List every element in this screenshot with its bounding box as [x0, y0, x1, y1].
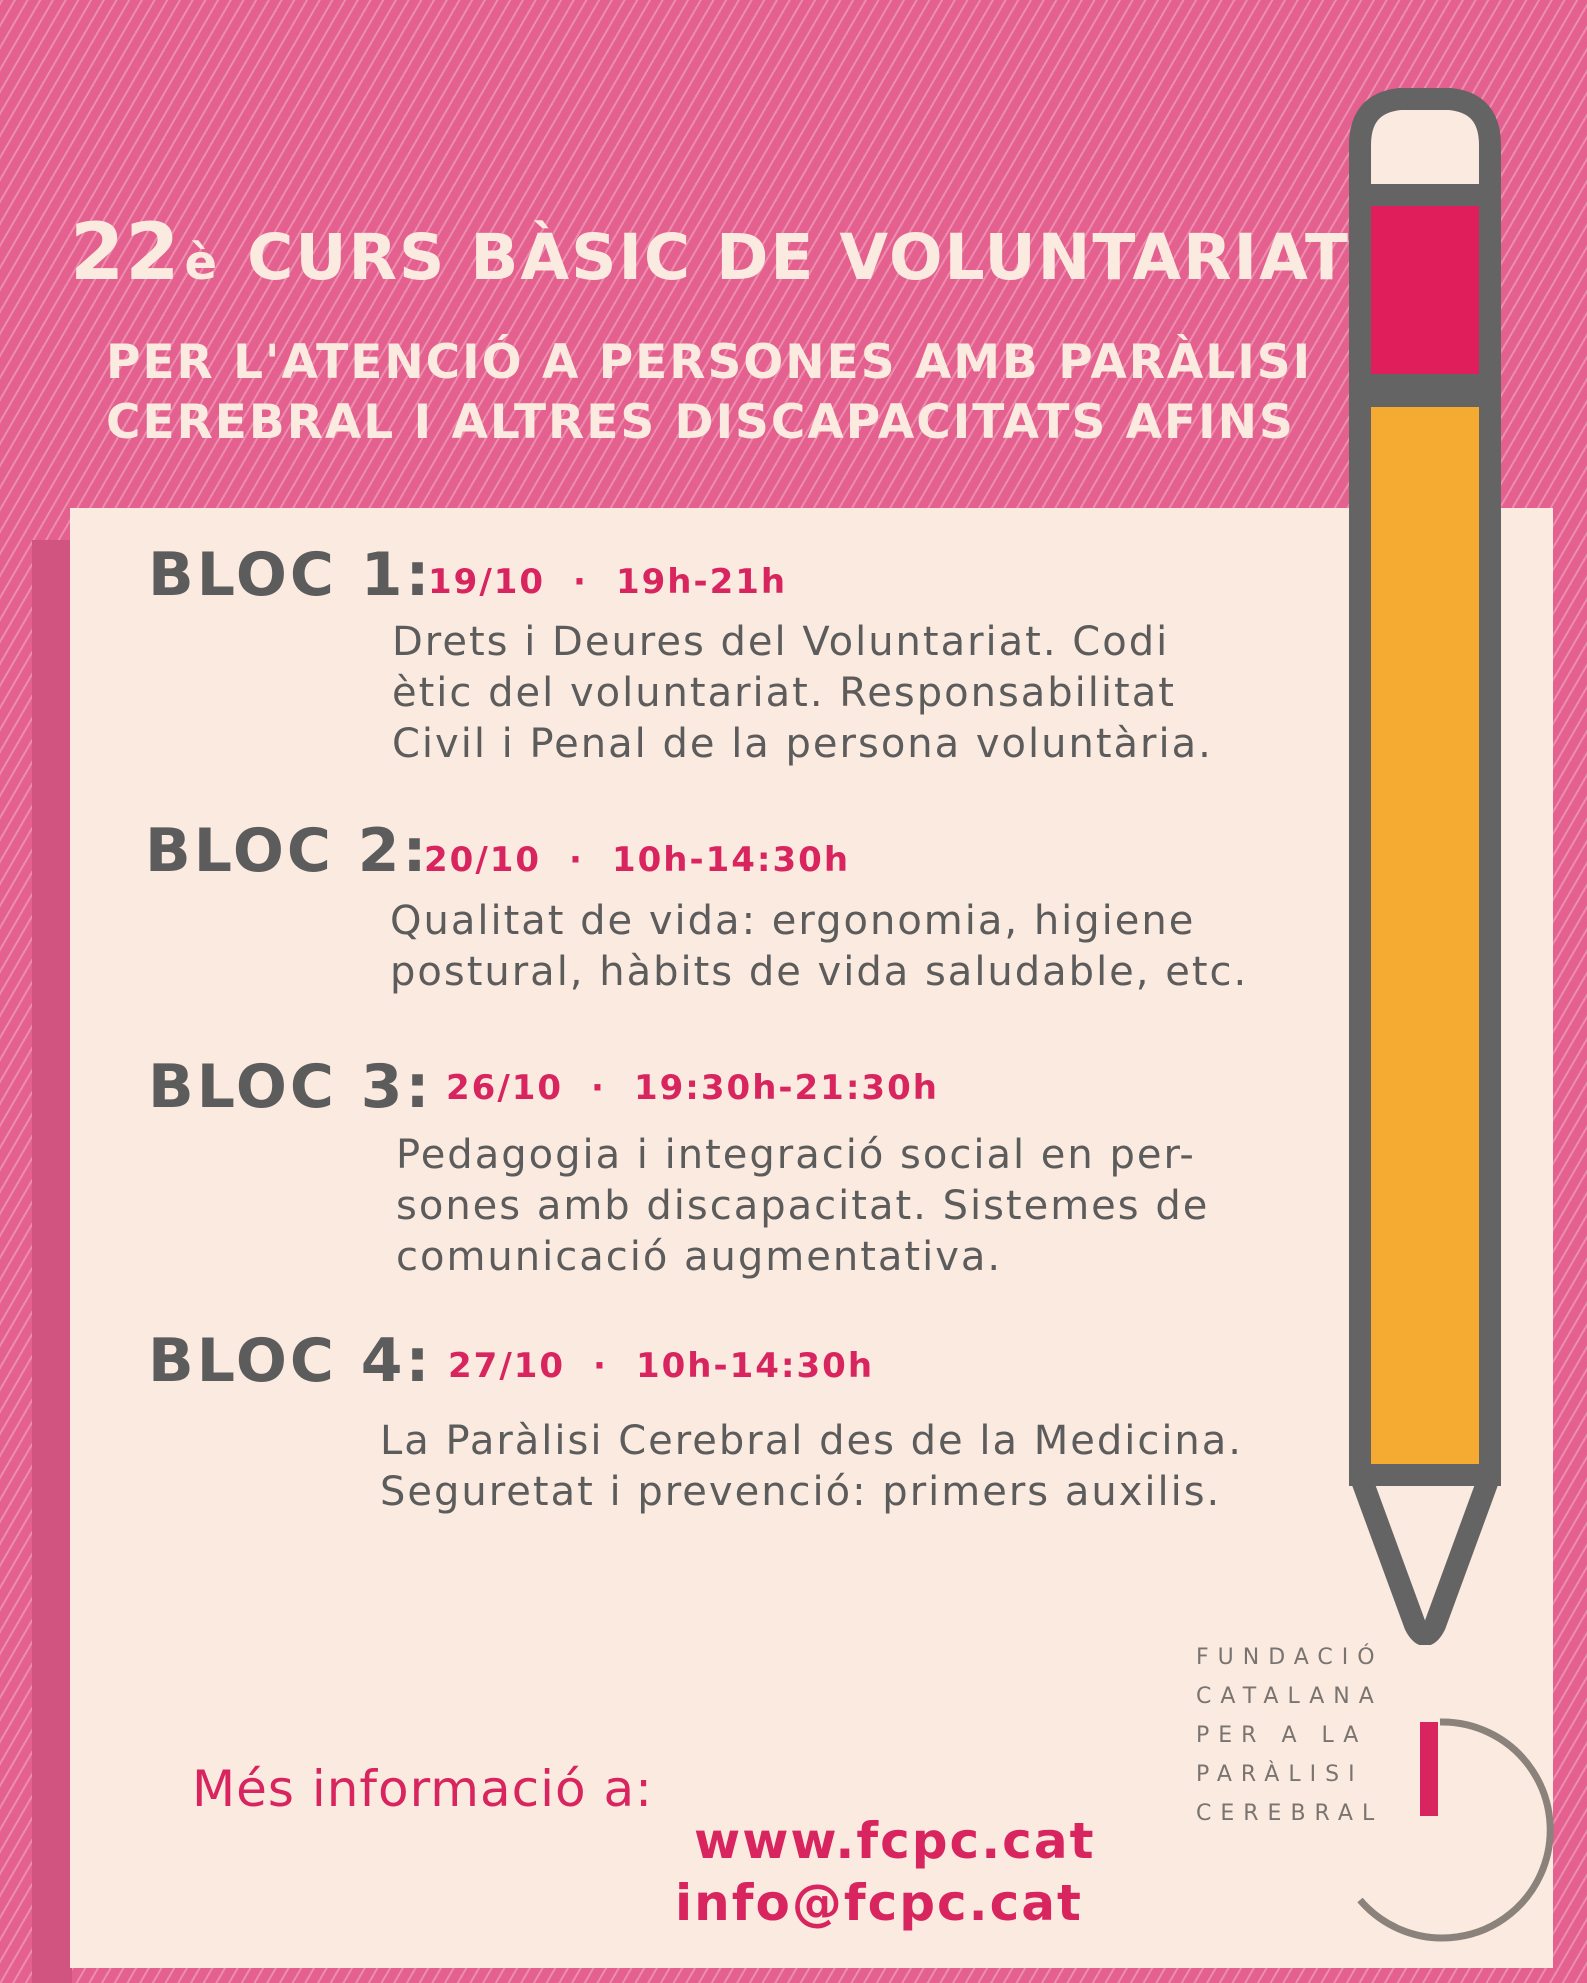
page-subtitle — [106, 333, 1346, 453]
bloc-3-date: 26/10 — [446, 1068, 564, 1108]
pencil-ferrule — [1360, 195, 1490, 385]
bloc-2-separator: · — [569, 840, 584, 880]
bloc-4-separator: · — [593, 1346, 608, 1386]
subtitle-line-1: PER L'ATENCIÓ A PERSONES AMB PARÀLISI — [106, 335, 1313, 390]
logo-line-1: FUNDACIÓ — [1196, 1645, 1384, 1670]
bloc-4-label: BLOC 4: — [148, 1326, 433, 1396]
logo-line-2: CATALANA — [1196, 1684, 1383, 1709]
title-ordinal: è — [184, 235, 218, 291]
page-title — [70, 208, 1370, 308]
bloc-1-time: 19h-21h — [615, 562, 788, 602]
bloc-1-date: 19/10 — [428, 562, 546, 602]
bloc-4-date: 27/10 — [448, 1346, 566, 1386]
fcpc-logo-icon — [1320, 1710, 1560, 1950]
bloc-1-schedule — [428, 562, 787, 602]
pencil-body — [1360, 385, 1490, 1475]
bloc-1-label: BLOC 1: — [148, 540, 433, 610]
bloc-3-time: 19:30h-21:30h — [633, 1068, 939, 1108]
title-text: CURS BÀSIC DE VOLUNTARIAT — [247, 221, 1350, 294]
pencil-eraser — [1360, 99, 1490, 195]
bloc-3-schedule — [446, 1068, 939, 1108]
logo-line-5: CEREBRAL — [1196, 1801, 1384, 1826]
bloc-2-label: BLOC 2: — [145, 816, 430, 886]
bloc-4-schedule — [448, 1346, 874, 1386]
bloc-2-date: 20/10 — [424, 840, 542, 880]
bloc-4-description: La Paràlisi Cerebral des de la Medicina. Seguretat i prevenció: primers auxilis. — [380, 1418, 1244, 1515]
logo-line-4: PARÀLISI — [1196, 1762, 1364, 1787]
bloc-3-label: BLOC 3: — [148, 1052, 433, 1122]
bloc-2-description: Qualitat de vida: ergonomia, higiene postural, hàbits de vida saludable, etc. — [390, 898, 1249, 995]
bloc-1-description: Drets i Deures del Voluntariat. Codi ètic del voluntariat. Responsabilitat Civil i Penal de la persona voluntària. — [392, 619, 1213, 767]
logo-arc — [1360, 1722, 1550, 1938]
logo-bar — [1420, 1722, 1438, 1816]
subtitle-line-2: CEREBRAL I ALTRES DISCAPACITATS AFINS — [106, 395, 1295, 450]
website-link[interactable]: www.fcpc.cat — [694, 1812, 1096, 1870]
bloc-1-separator: · — [573, 562, 588, 602]
pencil-icon — [1340, 85, 1520, 1645]
bloc-3-separator: · — [591, 1068, 606, 1108]
logo-line-3: PER A LA — [1196, 1723, 1368, 1748]
card-shadow — [32, 540, 72, 1983]
email-link[interactable]: info@fcpc.cat — [675, 1874, 1083, 1932]
bloc-4-time: 10h-14:30h — [635, 1346, 875, 1386]
more-info-label: Més informació a: — [192, 1760, 653, 1818]
bloc-2-schedule — [424, 840, 850, 880]
bloc-3-description: Pedagogia i integració social en per- sones amb discapacitat. Sistemes de comunicació augmentativa. — [396, 1132, 1210, 1280]
title-number: 22 — [70, 208, 181, 298]
bloc-2-time: 10h-14:30h — [611, 840, 851, 880]
pencil-divider — [1360, 385, 1490, 407]
